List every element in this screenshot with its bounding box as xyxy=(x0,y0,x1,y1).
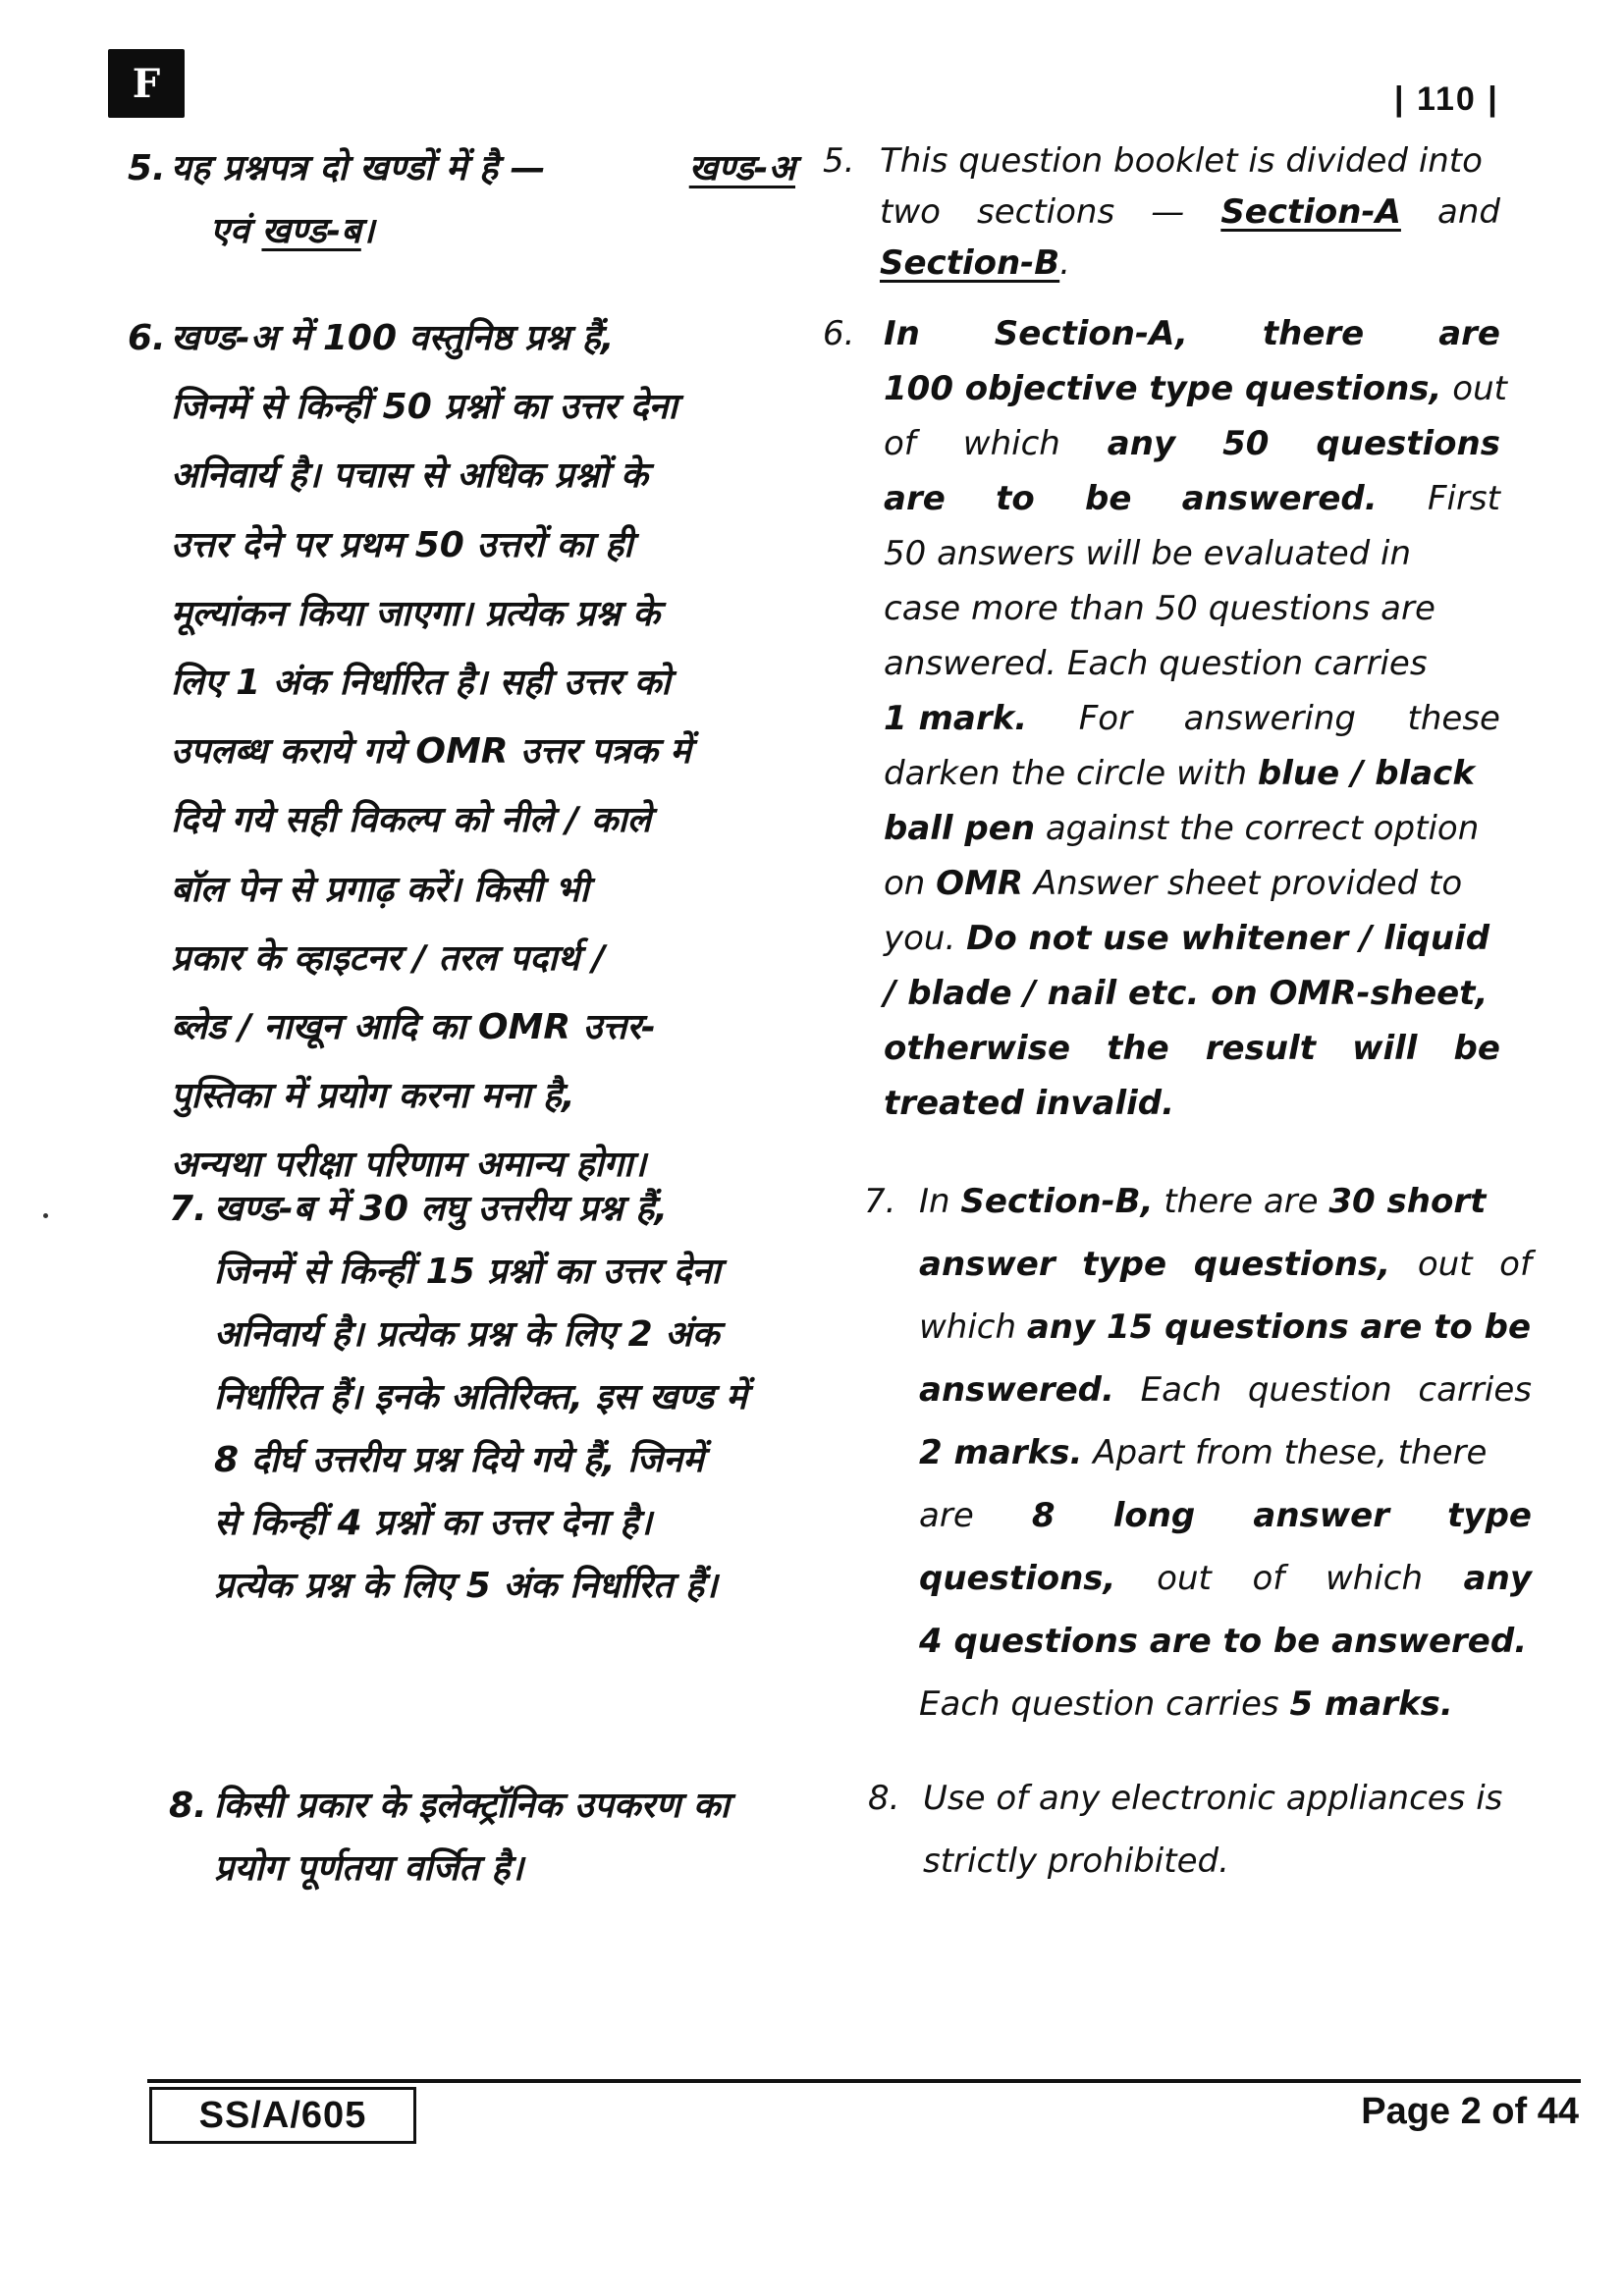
section-b-label-hindi: खण्ड-ब xyxy=(261,211,361,251)
instruction-line: लिए 1 अंक निर्धारित है। सही उत्तर को xyxy=(171,663,671,704)
instruction-line: otherwise the result will be xyxy=(884,1029,1500,1068)
instruction-line: case more than 50 questions are xyxy=(884,589,1435,628)
instruction-line: 50 answers will be evaluated in xyxy=(884,534,1411,573)
instruction-line: ball pen against the correct option xyxy=(884,809,1480,848)
instruction-line: you. Do not use whitener / liquid xyxy=(884,919,1490,958)
instruction-line: जिनमें से किन्हीं 50 प्रश्नों का उत्तर देना xyxy=(171,387,677,428)
instruction-line: दिये गये सही विकल्प को नीले / काले xyxy=(171,800,652,841)
instruction-number: 6. xyxy=(823,314,855,353)
instruction-line: प्रयोग पूर्णतया वर्जित है। xyxy=(214,1848,524,1889)
instruction-number: 5. xyxy=(823,141,855,181)
instruction-line: on OMR Answer sheet provided to xyxy=(884,864,1463,903)
booklet-code: SS/A/605 xyxy=(149,2087,416,2144)
instruction-line: मूल्यांकन किया जाएगा। प्रत्येक प्रश्न के xyxy=(171,593,660,634)
instruction-line: 2 marks. Apart from these, there xyxy=(919,1433,1488,1472)
instruction-line: questions, out of which any xyxy=(919,1559,1532,1598)
instruction-line: two sections — Section-A and xyxy=(880,187,1500,238)
instruction-line: Each question carries 5 marks. xyxy=(919,1684,1453,1724)
instruction-number: 7. xyxy=(864,1182,896,1221)
instruction-line: which any 15 questions are to be xyxy=(919,1308,1531,1347)
instruction-line: 8 दीर्घ उत्तरीय प्रश्न दिये गये हैं, जिनमें xyxy=(214,1440,704,1480)
english-instruction-6 xyxy=(823,306,1510,1131)
instruction-number: 5. xyxy=(128,148,166,188)
english-instruction-7 xyxy=(864,1170,1532,1735)
section-a-label-hindi: खण्ड-अ xyxy=(688,148,795,188)
scan-artifact-dot xyxy=(43,1213,48,1218)
english-instruction-8 xyxy=(868,1767,1536,1893)
instruction-line: are to be answered. First xyxy=(884,479,1500,518)
set-code-badge: F xyxy=(108,49,185,118)
paper-code: | 110 | xyxy=(1394,80,1499,118)
instruction-line: बॉल पेन से प्रगाढ़ करें। किसी भी xyxy=(171,869,589,910)
instruction-line: जिनमें से किन्हीं 15 प्रश्नों का उत्तर देना xyxy=(214,1252,721,1292)
instruction-line: निर्धारित हैं। इनके अतिरिक्त, इस खण्ड में xyxy=(214,1377,747,1417)
instruction-line: of which any 50 questions xyxy=(884,424,1500,463)
instruction-line: treated invalid. xyxy=(884,1084,1175,1123)
instruction-line: 1 mark. For answering these xyxy=(884,699,1500,738)
hindi-instruction-5 xyxy=(128,137,795,263)
instruction-line: एवं खण्ड-ब। xyxy=(210,211,375,251)
instruction-line: प्रत्येक प्रश्न के लिए 5 अंक निर्धारित हैं। xyxy=(214,1566,718,1606)
page-number: Page 2 of 44 xyxy=(1361,2091,1579,2132)
instruction-line: Section-B. xyxy=(880,243,1071,283)
instruction-line: अनिवार्य है। पचास से अधिक प्रश्नों के xyxy=(171,455,648,497)
instruction-line: / blade / nail etc. on OMR-sheet, xyxy=(884,974,1489,1013)
instruction-line: answer type questions, out of xyxy=(919,1245,1532,1284)
instruction-number: 8. xyxy=(169,1786,207,1826)
instruction-line: Use of any electronic appliances is xyxy=(923,1779,1503,1818)
instruction-line: This question booklet is divided into xyxy=(880,141,1483,181)
section-b-label: Section-B xyxy=(880,243,1060,283)
footer-divider xyxy=(147,2079,1581,2083)
instruction-line: In Section-A, there are xyxy=(884,314,1500,353)
instruction-line: यह प्रश्नपत्र दो खण्डों में है — खण्ड-अ xyxy=(171,137,795,200)
instruction-number: 6. xyxy=(128,318,166,358)
instruction-line: उत्तर देने पर प्रथम 50 उत्तरों का ही xyxy=(171,524,633,565)
instruction-line: are 8 long answer type xyxy=(919,1496,1532,1535)
hindi-instruction-7 xyxy=(169,1178,846,1618)
english-instruction-5 xyxy=(823,135,1510,289)
section-a-label: Section-A xyxy=(1220,192,1401,232)
instruction-line: 100 objective type questions, out xyxy=(884,369,1507,408)
instruction-line: अनिवार्य है। प्रत्येक प्रश्न के लिए 2 अंक xyxy=(214,1314,720,1355)
instruction-line: answered. Each question carries xyxy=(919,1370,1532,1410)
instruction-line: से किन्हीं 4 प्रश्नों का उत्तर देना है। xyxy=(214,1503,653,1543)
hindi-instruction-6 xyxy=(128,304,805,1201)
instruction-line: पुस्तिका में प्रयोग करना मना है, xyxy=(171,1076,575,1117)
instruction-number: 8. xyxy=(868,1779,900,1818)
instruction-line: 4 questions are to be answered. xyxy=(919,1622,1528,1661)
instruction-line: In Section-B, there are 30 short xyxy=(919,1182,1487,1221)
instruction-line: खण्ड-अ में 100 वस्तुनिष्ठ प्रश्न हैं, xyxy=(171,318,615,358)
hindi-instruction-8 xyxy=(169,1775,846,1900)
instruction-line: प्रकार के व्हाइटनर / तरल पदार्थ / xyxy=(171,937,606,979)
instruction-line: answered. Each question carries xyxy=(884,644,1428,683)
instruction-line: darken the circle with blue / black xyxy=(884,754,1475,793)
instruction-line: किसी प्रकार के इलेक्ट्रॉनिक उपकरण का xyxy=(214,1786,730,1826)
instruction-line: ब्लेड / नाखून आदि का OMR उत्तर- xyxy=(171,1007,656,1048)
instruction-number: 7. xyxy=(169,1189,207,1229)
instruction-line: अन्यथा परीक्षा परिणाम अमान्य होगा। xyxy=(171,1145,647,1186)
instruction-line: strictly prohibited. xyxy=(923,1842,1229,1881)
instruction-line: उपलब्ध कराये गये OMR उत्तर पत्रक में xyxy=(171,731,691,773)
instruction-line: खण्ड-ब में 30 लघु उत्तरीय प्रश्न हैं, xyxy=(214,1189,669,1229)
